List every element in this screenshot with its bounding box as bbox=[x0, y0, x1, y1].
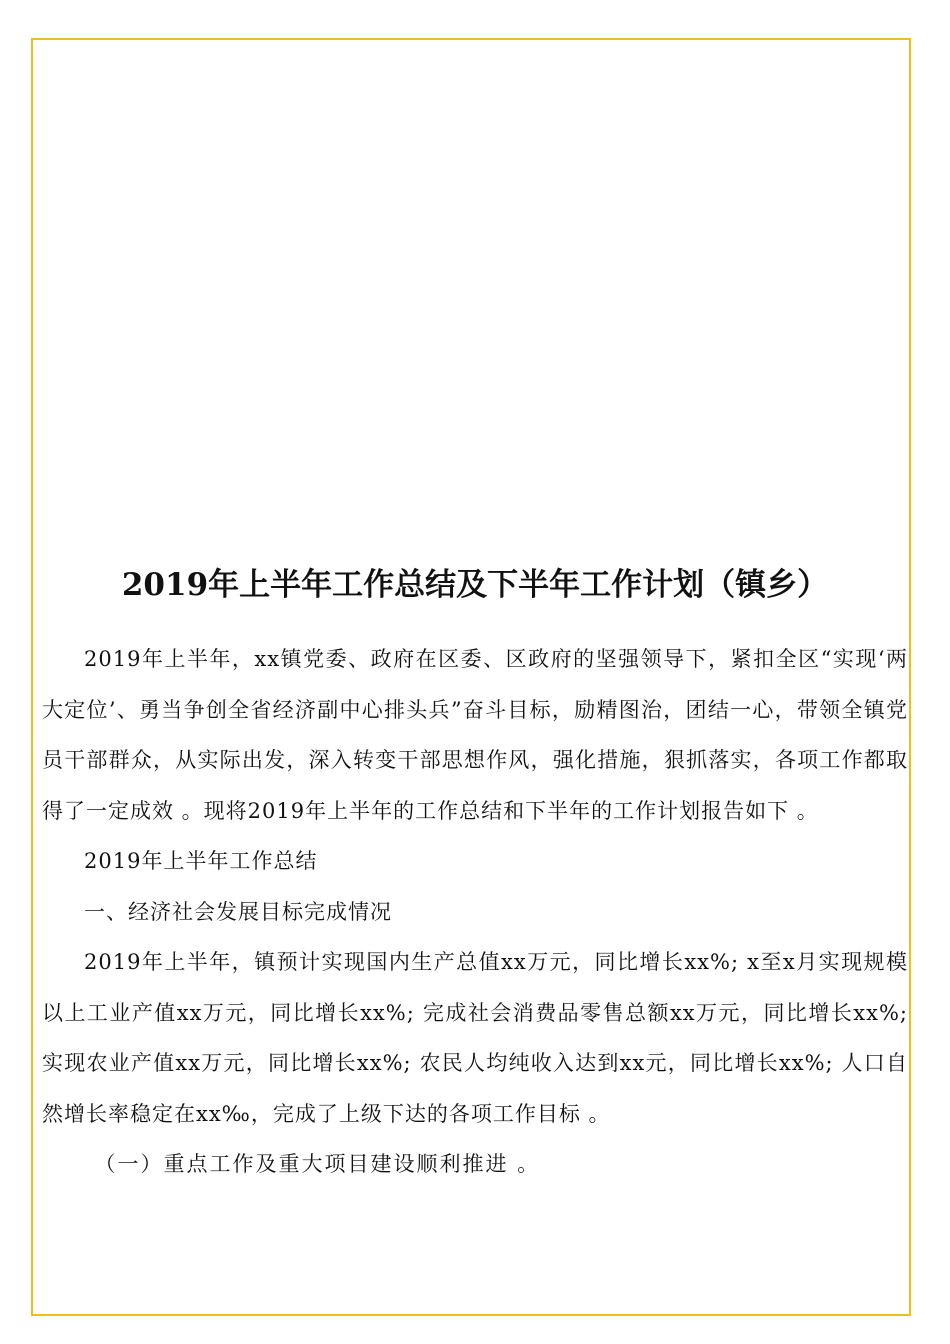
intro-paragraph: 2019年上半年，xx镇党委、政府在区委、区政府的坚强领导下，紧扣全区“实现‘两大定位’、勇当争创全省经济副中心排头兵”奋斗目标，励精图治，团结一心，带领全镇党员干部群众，从实际出发，深入转变干部思想作风，强化措施，狠抓落实，各项工作都取得了一定成效 。现将2019年上半年的工作总结和下半年的工作计划报告如下 。 bbox=[42, 647, 908, 823]
subsection-heading-key-projects: （一）重点工作及重大项目建设顺利推进 。 bbox=[94, 1152, 541, 1176]
section-heading-summary: 2019年上半年工作总结 bbox=[84, 849, 318, 873]
section-heading-goals: 一、经济社会发展目标完成情况 bbox=[84, 899, 392, 924]
economic-paragraph: 2019年上半年，镇预计实现国内生产总值xx万元，同比增长xx%; x至x月实现规模以上工业产值xx万元，同比增长xx%; 完成社会消费品零售总额xx万元，同比增长xx%; 实现农业产值xx万元，同比增长xx%; 农民人均纯收入达到xx元，同比增长xx%; 人口自然增长率稳定在xx‰，完成了上级下达的各项工作目标 。 bbox=[42, 950, 908, 1126]
document-body bbox=[42, 634, 908, 1190]
document-title: 2019年上半年工作总结及下半年工作计划（镇乡） bbox=[121, 567, 829, 603]
